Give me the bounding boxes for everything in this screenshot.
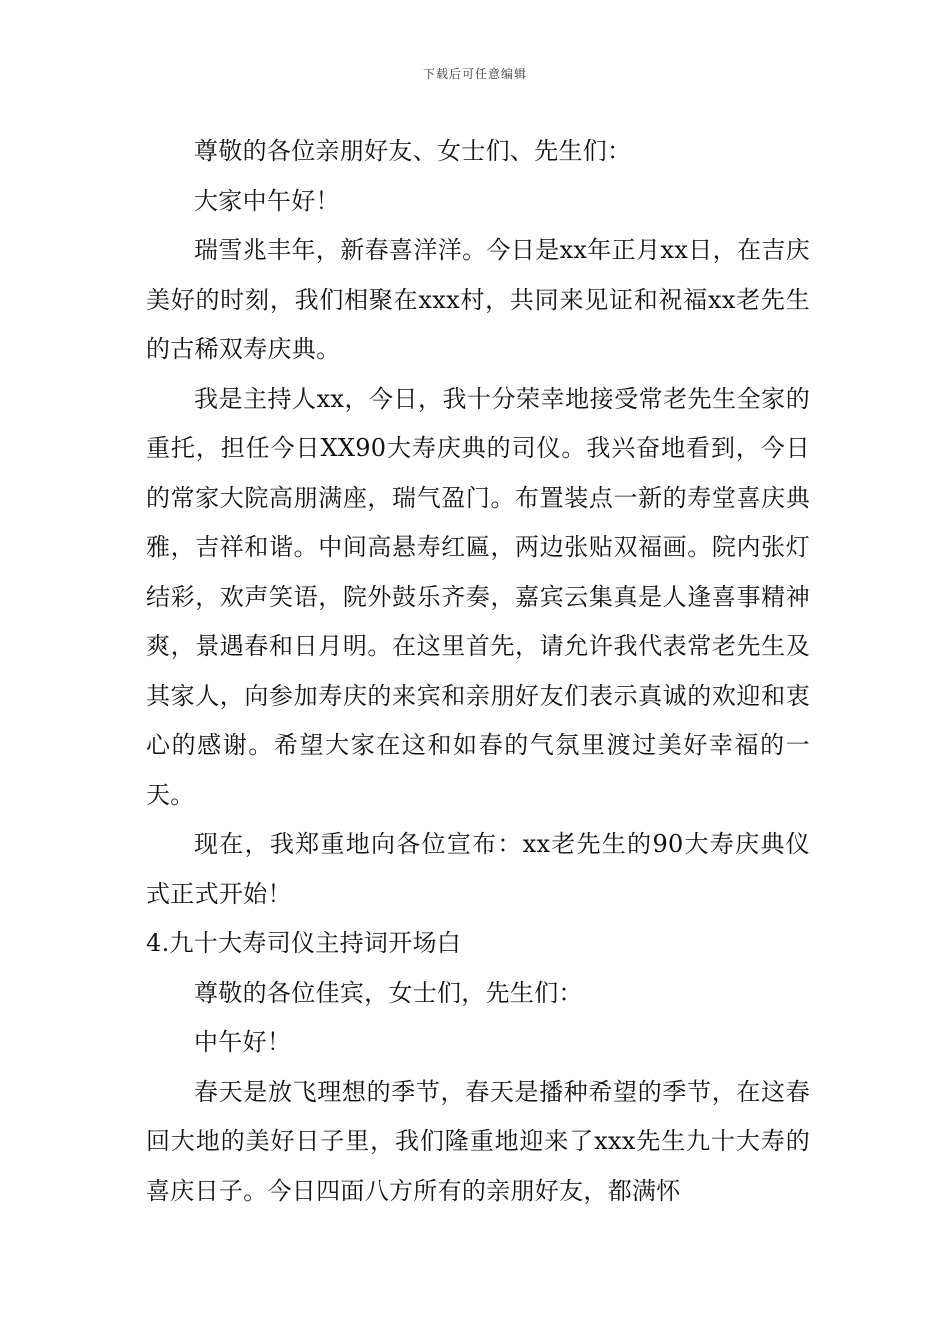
second-salutation-paragraph: 中午好！: [194, 1028, 292, 1056]
host-intro-paragraph: 我是主持人xx，今日，我十分荣幸地接受常老先生全家的重托，担任今日XX90大寿庆典的司仪。我兴奋地看到，今日的常家大院高朋满座，瑞气盈门。布置装点一新的寿堂喜庆典雅，吉祥和谐。中间高悬寿红匾，两边张贴双福画。院内张灯结彩，欢声笑语，院外鼓乐齐奏，嘉宾云集真是人逢喜事精神爽，景遇春和日月明。在这里首先，请允许我代表常老先生及其家人，向参加寿庆的来宾和亲朋好友们表示真诚的欢迎和衷心的感谢。希望大家在这和如春的气氛里渡过美好幸福的一天。: [146, 384, 810, 809]
ceremony-start-paragraph: 现在，我郑重地向各位宣布：xx老先生的90大寿庆典仪式正式开始！: [146, 830, 810, 908]
greeting-paragraph: 尊敬的各位亲朋好友、女士们、先生们：: [194, 137, 632, 165]
spring-paragraph: 春天是放飞理想的季节，春天是播种希望的季节，在这春回大地的美好日子里，我们隆重地迎来了xxx先生九十大寿的喜庆日子。今日四面八方所有的亲朋好友，都满怀: [146, 1077, 810, 1205]
section-heading: 4.九十大寿司仪主持词开场白: [146, 929, 462, 957]
page-header-note: 下载后可任意编辑: [422, 67, 527, 81]
second-greeting-paragraph: 尊敬的各位佳宾，女士们，先生们：: [194, 978, 583, 1007]
document-body: [146, 127, 810, 1216]
salutation-paragraph: 大家中午好！: [194, 186, 340, 215]
opening-paragraph: 瑞雪兆丰年，新春喜洋洋。今日是xx年正月xx日，在吉庆美好的时刻，我们相聚在xxx村，共同来见证和祝福xx老先生的古稀双寿庆典。: [146, 236, 810, 363]
